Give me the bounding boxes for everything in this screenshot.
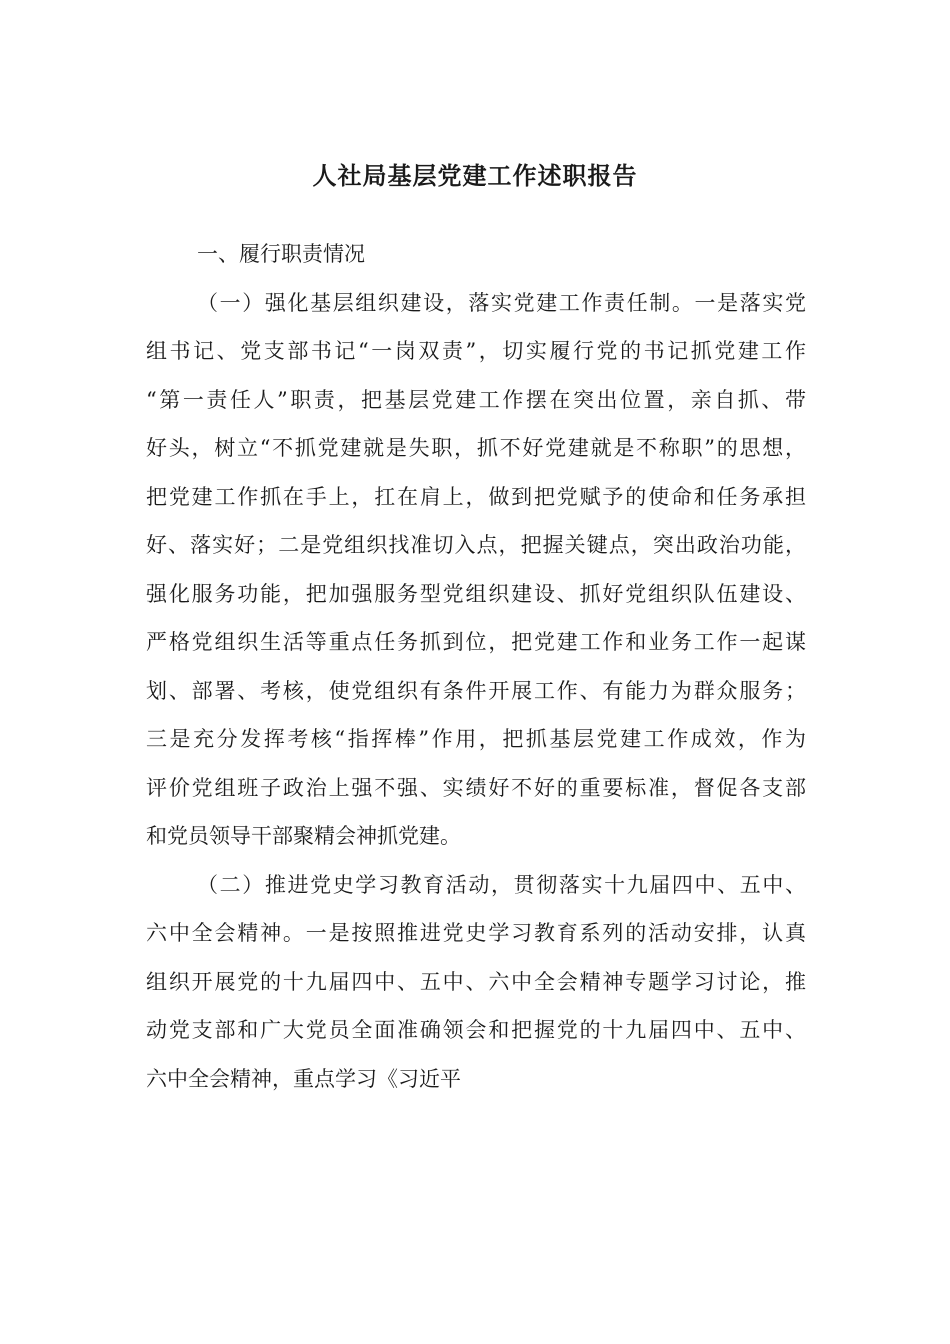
paragraph-line: 六中全会精神。一是按照推进党史学习教育系列的活动安排，认真: [146, 921, 806, 945]
paragraph-line: 把党建工作抓在手上，扛在肩上，做到把党赋予的使命和任务承担: [146, 484, 806, 509]
document-title: 人社局基层党建工作述职报告: [312, 161, 638, 190]
paragraph-line: 组织开展党的十九届四中、五中、六中全会精神专题学习讨论，推: [146, 969, 806, 994]
paragraph-line: 和党员领导干部聚精会神抓党建。: [146, 824, 461, 848]
paragraph-line: 动党支部和广大党员全面准确领会和把握党的十九届四中、五中、: [146, 1018, 806, 1042]
paragraph-line: 组书记、党支部书记“一岗双责”，切实履行党的书记抓党建工作: [146, 339, 806, 363]
document-body: [146, 230, 806, 1103]
paragraph-line: （二）推进党史学习教育活动，贯彻落实十九届四中、五中、: [197, 872, 806, 897]
paragraph-line: 六中全会精神，重点学习《习近平: [146, 1066, 461, 1091]
paragraph-line: “第一责任人”职责，把基层党建工作摆在突出位置，亲自抓、带: [146, 387, 806, 412]
paragraph-line: 严格党组织生活等重点任务抓到位，把党建工作和业务工作一起谋: [146, 630, 806, 654]
paragraph-line: 好头，树立“不抓党建就是失职，抓不好党建就是不称职”的思想，: [146, 436, 806, 460]
paragraph-line: 划、部署、考核，使党组织有条件开展工作、有能力为群众服务；: [146, 678, 806, 703]
paragraph-line: （一）强化基层组织建设，落实党建工作责任制。一是落实党: [197, 290, 806, 315]
paragraph-line: 一、履行职责情况: [197, 242, 365, 266]
paragraph-line: 好、落实好；二是党组织找准切入点，把握关键点，突出政治功能，: [146, 533, 806, 557]
paragraph-line: 强化服务功能，把加强服务型党组织建设、抓好党组织队伍建设、: [146, 581, 806, 606]
paragraph-line: 评价党组班子政治上强不强、实绩好不好的重要标准，督促各支部: [146, 775, 806, 800]
paragraph-line: 三是充分发挥考核“指挥棒”作用，把抓基层党建工作成效，作为: [146, 727, 806, 751]
